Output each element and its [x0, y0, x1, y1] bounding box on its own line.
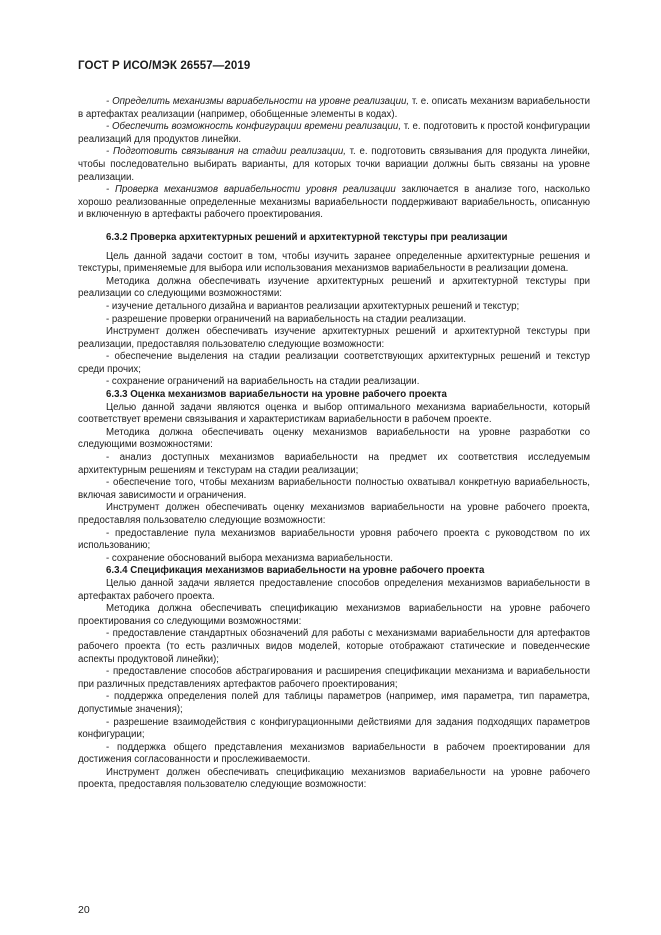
list-item: - сохранение ограничений на вариабельность на стадии реализации. — [106, 376, 420, 388]
list-item: - предоставление стандартных обозначений для работы с механизмами вариабельности для артефактов рабочего проекта (то есть различных видов моделей, которые отображают статические и поведенческие аспекты продуктовой линейки); — [78, 628, 590, 665]
list-item: - разрешение проверки ограничений на вариабельность на стадии реализации. — [106, 313, 467, 325]
list-item: - обеспечение выделения на стадии реализации соответствующих архитектурных решений и текстур среди прочих; — [78, 351, 590, 375]
list-item: - разрешение взаимодействия с конфигурационными действиями для задания подходящих параметров конфигурации; — [78, 716, 590, 741]
paragraph-text: т. е. подготовить связывания для продукта линейки, чтобы последовательно выбирать варианты, для которых точки вариации должны быть связаны на уровне реализации. — [78, 146, 590, 183]
list-item: - предоставление пула механизмов вариабельности уровня рабочего проекта с руководством по их использованию; — [78, 527, 590, 552]
paragraph: Целью данной задачи являются оценка и выбор оптимального механизма вариабельности, который соответствует времени связывания и характеристикам вариабельности в рабочем проекте. — [78, 401, 590, 426]
list-item: - предоставление способов абстрагирования и расширения спецификации механизма и вариабельности при различных представлениях артефактов рабочего проектирования; — [78, 666, 590, 690]
paragraph — [78, 184, 590, 222]
list-item: - изучение детального дизайна и вариантов реализации архитектурных решений и текстур; — [106, 300, 520, 312]
document-body — [78, 96, 590, 792]
paragraph: Инструмент должен обеспечивать изучение архитектурных решений и архитектурной текстуры при реализации, предоставляя пользователю следующие возможности: — [78, 326, 590, 350]
list-item: - сохранение обоснований выбора механизма вариабельности. — [106, 552, 393, 564]
paragraph — [78, 96, 590, 121]
paragraph: Методика должна обеспечивать спецификацию механизмов вариабельности на уровне рабочего проектирования со следующими возможностями: — [78, 603, 590, 627]
paragraph-text: т. е. описать механизм вариабельности в артефактах реализации (например, обобщенные элементы в кодах). — [78, 96, 590, 120]
list-item: - поддержка общего представления механизмов вариабельности в рабочем проектировании для достижения согласованности и прослеживаемости. — [78, 741, 590, 766]
paragraph-text: заключается в анализе того, насколько хорошо реализованные определенные механизмы вариабельности поддерживают вариабельность, описанную и включенную в артефакты рабочего проектирования. — [78, 184, 591, 221]
paragraph — [78, 121, 590, 146]
paragraph: Цель данной задачи состоит в том, чтобы изучить заранее определенные архитектурные решения и текстуры, применяемые для выбора или использования механизмов вариабельности в реализации домена. — [78, 250, 590, 275]
list-item: - поддержка определения полей для таблицы параметров (например, имя параметра, тип параметра, допустимые значения); — [78, 691, 590, 715]
section-heading-6-3-3: 6.3.3 Оценка механизмов вариабельности на уровне рабочего проекта — [106, 389, 447, 401]
paragraph — [78, 146, 590, 184]
page-number: 20 — [78, 904, 90, 916]
document-header: ГОСТ Р ИСО/МЭК 26557—2019 — [78, 60, 251, 72]
paragraph: Инструмент должен обеспечивать оценку механизмов вариабельности на уровне рабочего проекта, предоставляя пользователю следующие возможности: — [78, 502, 590, 526]
list-item: - обеспечение того, чтобы механизм вариабельности полностью охватывал конкретную вариабельность, включая зависимости и ограничения. — [78, 477, 590, 501]
italic-lead: - Определить механизмы вариабельности на уровне реализации, — [106, 96, 410, 107]
paragraph-text: т. е. подготовить к простой конфигурации реализаций для продуктов линейки. — [78, 121, 590, 145]
paragraph: Методика должна обеспечивать оценку механизмов вариабельности на уровне разработки со следующими возможностями: — [78, 426, 590, 451]
paragraph: Методика должна обеспечивать изучение архитектурных решений и архитектурной текстуры при реализации со следующими возможностями: — [78, 275, 590, 300]
paragraph: Инструмент должен обеспечивать спецификацию механизмов вариабельности на уровне рабочего проекта, предоставляя пользователю следующие возможности: — [78, 766, 590, 791]
list-item: - анализ доступных механизмов вариабельности на предмет их соответствия исследуемым архитектурным решениям и текстурам на стадии реализации; — [78, 452, 590, 476]
italic-lead: - Обеспечить возможность конфигурации времени реализации, — [106, 121, 402, 133]
italic-lead: - Проверка механизмов вариабельности уровня реализации — [106, 184, 396, 196]
paragraph: Целью данной задачи является предоставление способов определения механизмов вариабельности в артефактах рабочего проекта. — [78, 577, 590, 602]
italic-lead: - Подготовить связывания на стадии реализации, — [106, 146, 346, 158]
section-heading-6-3-2: 6.3.2 Проверка архитектурных решений и архитектурной текстуры при реализации — [106, 231, 508, 243]
section-heading-6-3-4: 6.3.4 Спецификация механизмов вариабельности на уровне рабочего проекта — [106, 565, 485, 577]
